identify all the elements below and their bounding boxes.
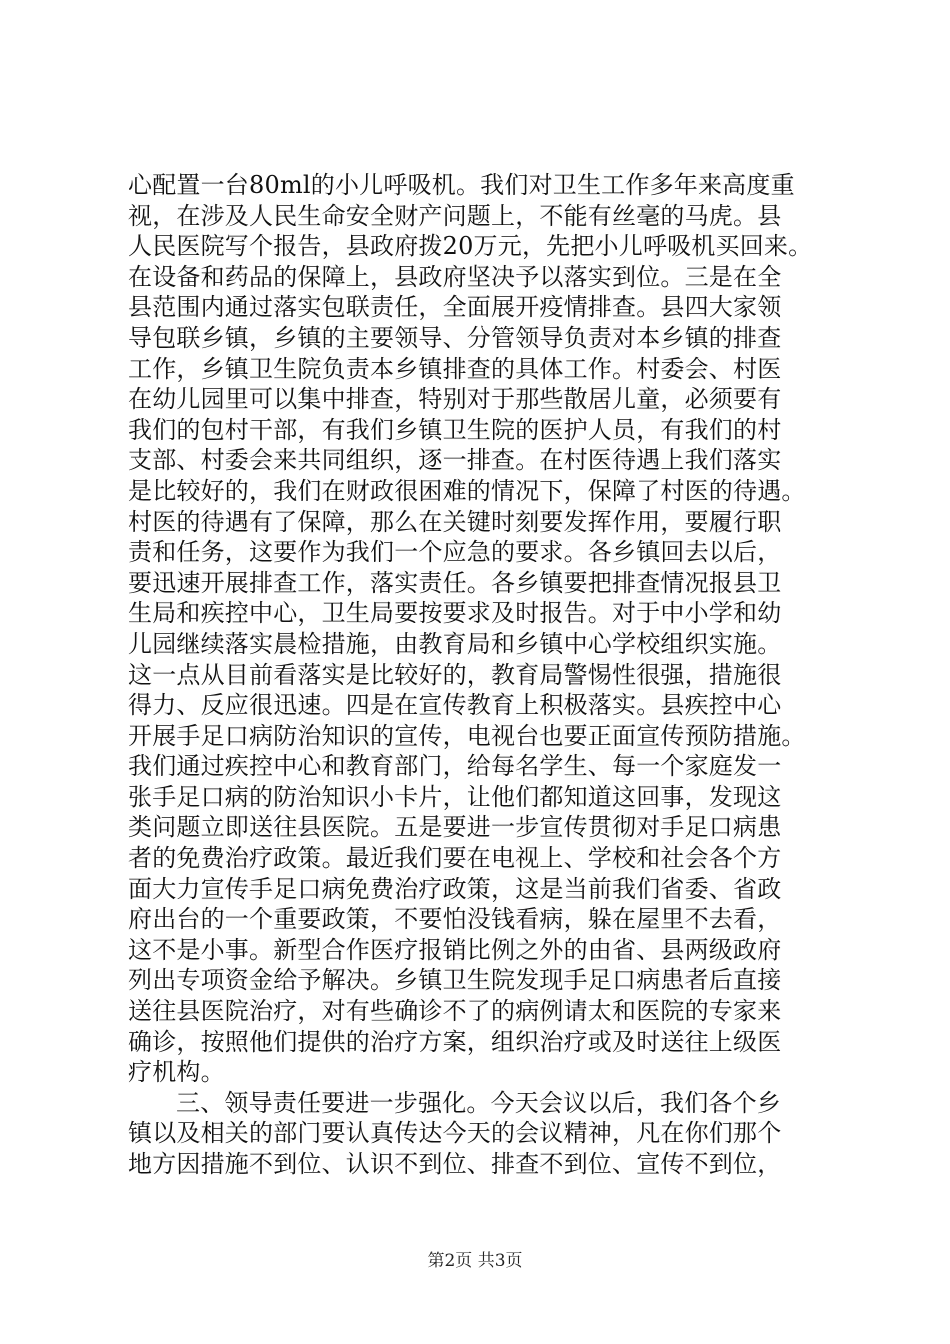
text-line-26: 这不是小事。新型合作医疗报销比例之外的由省、县两级政府 [128, 935, 782, 964]
text-line-29: 确诊，按照他们提供的治疗方案，组织治疗或及时送往上级医 [128, 1027, 782, 1056]
text-line-22: 类问题立即送往县医院。五是要进一步宣传贯彻对手足口病患 [128, 813, 782, 842]
text-line-2: 视，在涉及人民生命安全财产问题上，不能有丝毫的马虎。县 [128, 201, 782, 230]
text-line-13: 责和任务，这要作为我们一个应急的要求。各乡镇回去以后， [128, 538, 782, 567]
text-line-27: 列出专项资金给予解决。乡镇卫生院发现手足口病患者后直接 [128, 966, 782, 995]
text-line-3: 人民医院写个报告，县政府拨20万元，先把小儿呼吸机买回来。 [128, 232, 813, 261]
text-line-15: 生局和疾控中心，卫生局要按要求及时报告。对于中小学和幼 [128, 599, 782, 628]
text-line-31-section-heading: 三、领导责任要进一步强化。今天会议以后，我们各个乡 [176, 1088, 781, 1117]
text-line-33: 地方因措施不到位、认识不到位、排查不到位、宣传不到位， [128, 1150, 782, 1178]
text-line-20: 我们通过疾控中心和教育部门，给每名学生、每一个家庭发一 [128, 752, 782, 781]
text-line-14: 要迅速开展排查工作，落实责任。各乡镇要把排查情况报县卫 [128, 568, 782, 597]
text-line-21: 张手足口病的防治知识小卡片，让他们都知道这回事，发现这 [128, 782, 782, 811]
text-line-30: 疗机构。 [128, 1058, 225, 1087]
text-line-17: 这一点从目前看落实是比较好的，教育局警惕性很强，措施很 [128, 660, 782, 689]
text-line-10: 支部、村委会来共同组织，逐一排查。在村医待遇上我们落实 [128, 446, 782, 475]
text-line-12: 村医的待遇有了保障，那么在关键时刻要发挥作用，要履行职 [128, 507, 782, 536]
page-number-footer: 第2页 共3页 [427, 1251, 523, 1271]
text-line-5: 县范围内通过落实包联责任，全面展开疫情排查。县四大家领 [128, 293, 782, 322]
text-line-6: 导包联乡镇，乡镇的主要领导、分管领导负责对本乡镇的排查 [128, 323, 782, 352]
text-line-9: 我们的包村干部，有我们乡镇卫生院的医护人员，有我们的村 [128, 415, 782, 444]
text-line-11: 是比较好的，我们在财政很困难的情况下，保障了村医的待遇。 [128, 476, 806, 505]
text-line-28: 送往县医院治疗，对有些确诊不了的病例请太和医院的专家来 [128, 997, 782, 1026]
text-line-19: 开展手足口病防治知识的宣传，电视台也要正面宣传预防措施。 [128, 721, 806, 750]
text-line-25: 府出台的一个重要政策，不要怕没钱看病，躲在屋里不去看， [128, 905, 782, 934]
body-text [128, 170, 828, 1180]
text-line-32: 镇以及相关的部门要认真传达今天的会议精神，凡在你们那个 [128, 1119, 782, 1148]
text-line-24: 面大力宣传手足口病免费治疗政策，这是当前我们省委、省政 [128, 874, 782, 903]
text-line-8: 在幼儿园里可以集中排查，特别对于那些散居儿童，必须要有 [128, 385, 782, 414]
text-line-1: 心配置一台80ml的小儿呼吸机。我们对卫生工作多年来高度重 [128, 171, 795, 199]
text-line-4: 在设备和药品的保障上，县政府坚决予以落实到位。三是在全 [128, 262, 782, 291]
text-line-23: 者的免费治疗政策。最近我们要在电视上、学校和社会各个方 [128, 844, 782, 873]
text-line-18: 得力、反应很迅速。四是在宣传教育上积极落实。县疾控中心 [128, 691, 782, 720]
text-line-16: 儿园继续落实晨检措施，由教育局和乡镇中心学校组织实施。 [128, 629, 782, 658]
text-line-7: 工作，乡镇卫生院负责本乡镇排查的具体工作。村委会、村医 [128, 354, 782, 383]
